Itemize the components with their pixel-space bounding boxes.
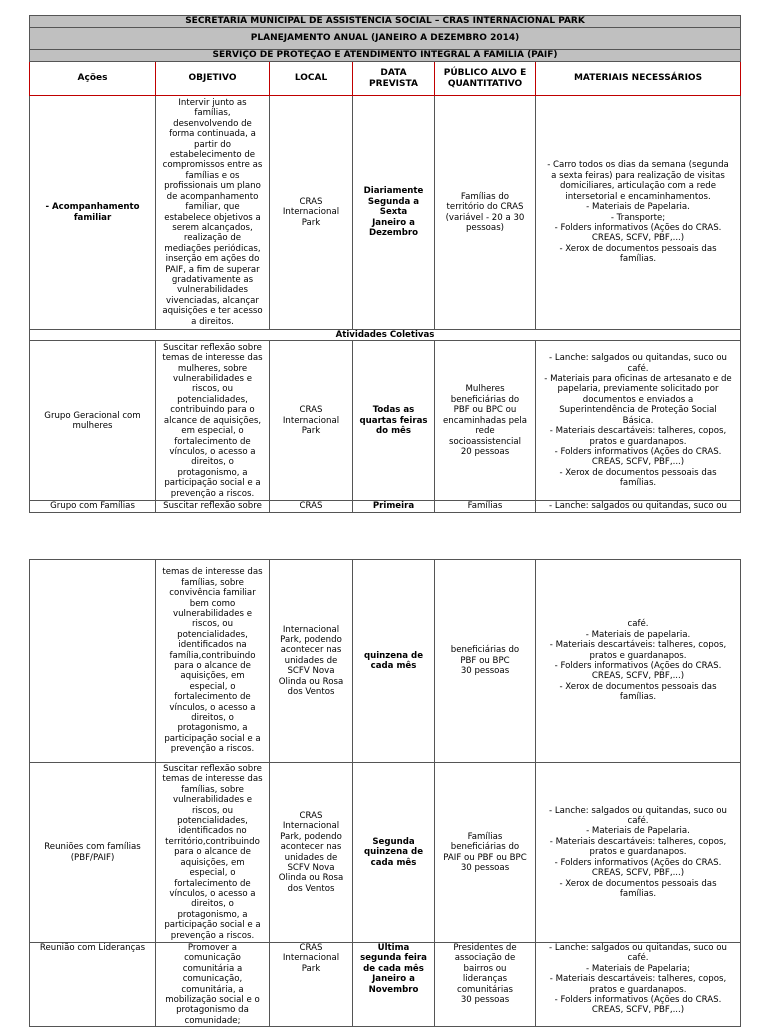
column-header-objetivo: OBJETIVO	[156, 62, 270, 96]
objetivo-cell: Suscitar reflexão sobre	[156, 501, 270, 512]
data-cell: Última segunda feira de cada mês Janeiro a Novembro	[353, 943, 435, 1027]
table-row	[30, 341, 741, 501]
column-header-acoes: Ações	[30, 62, 156, 96]
publico-cell: Famílias	[435, 501, 536, 512]
table-row	[30, 763, 741, 943]
acao-cell	[30, 560, 156, 763]
local-cell: CRAS	[270, 501, 353, 512]
publico-cell: beneficiárias do PBF ou BPC 30 pessoas	[435, 560, 536, 763]
materiais-cell: - Lanche: salgados ou quitandas, suco ou café. - Materiais de Papelaria. - Materiais descartáveis: talheres, copos, pratos e guardanapos. - Folders informativos (Ações do CRAS. CREAS, SCFV, PBF,...) - Xerox de documentos pessoais das famílias.	[536, 763, 741, 943]
column-header-row	[30, 62, 741, 96]
data-cell: Segunda quinzena de cada mês	[353, 763, 435, 943]
header-planejamento: PLANEJAMENTO ANUAL (JANEIRO A DEZEMBRO 2014)	[30, 28, 741, 50]
data-cell: Diariamente Segunda a Sexta Janeiro a Dezembro	[353, 96, 435, 330]
objetivo-cell: temas de interesse das famílias, sobre convivência familiar bem como vulnerabilidades e riscos, ou potencialidades, identificados na família,contribuindo para o alcance de aquisições, em especial, o fortalecimento de vínculos, o acesso a direitos, o protagonismo, a participação social e a prevenção a riscos.	[156, 560, 270, 763]
local-cell: CRAS Internacional Park	[270, 96, 353, 330]
column-header-data-prevista: DATA PREVISTA	[353, 62, 435, 96]
publico-cell: Presidentes de associação de bairros ou lideranças comunitárias 30 pessoas	[435, 943, 536, 1027]
objetivo-cell: Suscitar reflexão sobre temas de interesse das famílias, sobre vulnerabilidades e riscos, ou potencialidades, identificados no território,contribuindo para o alcance de aquisições, em especial, o fortalecimento de vínculos, o acesso a direitos, o protagonismo, a participação social e a prevenção a riscos.	[156, 763, 270, 943]
planning-table-page-1	[29, 15, 741, 513]
header-secretaria: SECRETARIA MUNICIPAL DE ASSISTÊNCIA SOCIAL – CRAS INTERNACIONAL PARK	[30, 16, 741, 28]
acao-cell: Grupo com Famílias	[30, 501, 156, 512]
section-atividades-coletivas: Atividades Coletivas	[30, 330, 741, 341]
acao-cell: Grupo Geracional com mulheres	[30, 341, 156, 501]
materiais-cell: - Lanche: salgados ou quitandas, suco ou	[536, 501, 741, 512]
objetivo-cell: Intervir junto as famílias, desenvolvendo de forma continuada, a partir do estabelecimento de compromissos entre as famílias e os profissionais um plano de acompanhamento familiar, que estabelece objetivos a serem alcançados, realização de mediações periódicas, inserção em ações do PAIF, a fim de superar gradativamente as vulnerabilidades vivenciadas, alcançar aquisições e ter acesso a direitos.	[156, 96, 270, 330]
data-cell: quinzena de cada mês	[353, 560, 435, 763]
acao-cell: - Acompanhamento familiar	[30, 96, 156, 330]
local-cell: Internacional Park, podendo acontecer nas unidades de SCFV Nova Olinda ou Rosa dos Ventos	[270, 560, 353, 763]
table-row	[30, 96, 741, 330]
objetivo-cell: Promover a comunicação comunitária a comunicação, comunitária, a mobilização social e o protagonismo da comunidade;	[156, 943, 270, 1027]
local-cell: CRAS Internacional Park	[270, 341, 353, 501]
publico-cell: Mulheres beneficiárias do PBF ou BPC ou encaminhadas pela rede socioassistencial 20 pessoas	[435, 341, 536, 501]
materiais-cell: - Lanche: salgados ou quitandas, suco ou café. - Materiais de Papelaria; - Materiais descartáveis: talheres, copos, pratos e guardanapos. - Folders informativos (Ações do CRAS. CREAS, SCFV, PBF,...)	[536, 943, 741, 1027]
objetivo-cell: Suscitar reflexão sobre temas de interesse das mulheres, sobre vulnerabilidades e riscos, ou potencialidades, contribuindo para o alcance de aquisições, em especial, o fortalecimento de vínculos, o acesso a direitos, o protagonismo, a participação social e a prevenção a riscos.	[156, 341, 270, 501]
acao-cell: Reunião com Lideranças	[30, 943, 156, 1027]
materiais-cell: - Lanche: salgados ou quitandas, suco ou café. - Materiais para oficinas de artesanato e de papelaria, previamente solicitado por documentos e enviados a Superintendência de Proteção Social Básica. - Materiais descartáveis: talheres, copos, pratos e guardanapos. - Folders informativos (Ações do CRAS. CREAS, SCFV, PBF,...) - Xerox de documentos pessoais das famílias.	[536, 341, 741, 501]
data-cell: Primeira	[353, 501, 435, 512]
materiais-cell: café. - Materiais de papelaria. - Materiais descartáveis: talheres, copos, pratos e guardanapos. - Folders informativos (Ações do CRAS. CREAS, SCFV, PBF,...) - Xerox de documentos pessoais das famílias.	[536, 560, 741, 763]
column-header-materiais: MATERIAIS NECESSÁRIOS	[536, 62, 741, 96]
acao-cell: Reuniões com famílias (PBF/PAIF)	[30, 763, 156, 943]
column-header-publico-alvo: PÚBLICO ALVO E QUANTITATIVO	[435, 62, 536, 96]
column-header-local: LOCAL	[270, 62, 353, 96]
table-row	[30, 943, 741, 1027]
table-row	[30, 560, 741, 763]
publico-cell: Famílias do território do CRAS (variável - 20 a 30 pessoas)	[435, 96, 536, 330]
local-cell: CRAS Internacional Park, podendo acontecer nas unidades de SCFV Nova Olinda ou Rosa dos Ventos	[270, 763, 353, 943]
publico-cell: Famílias beneficiárias do PAIF ou PBF ou BPC 30 pessoas	[435, 763, 536, 943]
header-servico: SERVIÇO DE PROTEÇÃO E ATENDIMENTO INTEGRAL À FAMÍLIA (PAIF)	[30, 50, 741, 62]
planning-table-page-2	[29, 559, 741, 1027]
local-cell: CRAS Internacional Park	[270, 943, 353, 1027]
table-row-cut	[30, 501, 741, 512]
data-cell: Todas as quartas feiras do mês	[353, 341, 435, 501]
materiais-cell: - Carro todos os dias da semana (segunda a sexta feiras) para realização de visitas domiciliares, articulação com a rede intersetorial e encaminhamentos. - Materiais de Papelaria. - Transporte; - Folders informativos (Ações do CRAS. CREAS, SCFV, PBF,...) - Xerox de documentos pessoais das famílias.	[536, 96, 741, 330]
